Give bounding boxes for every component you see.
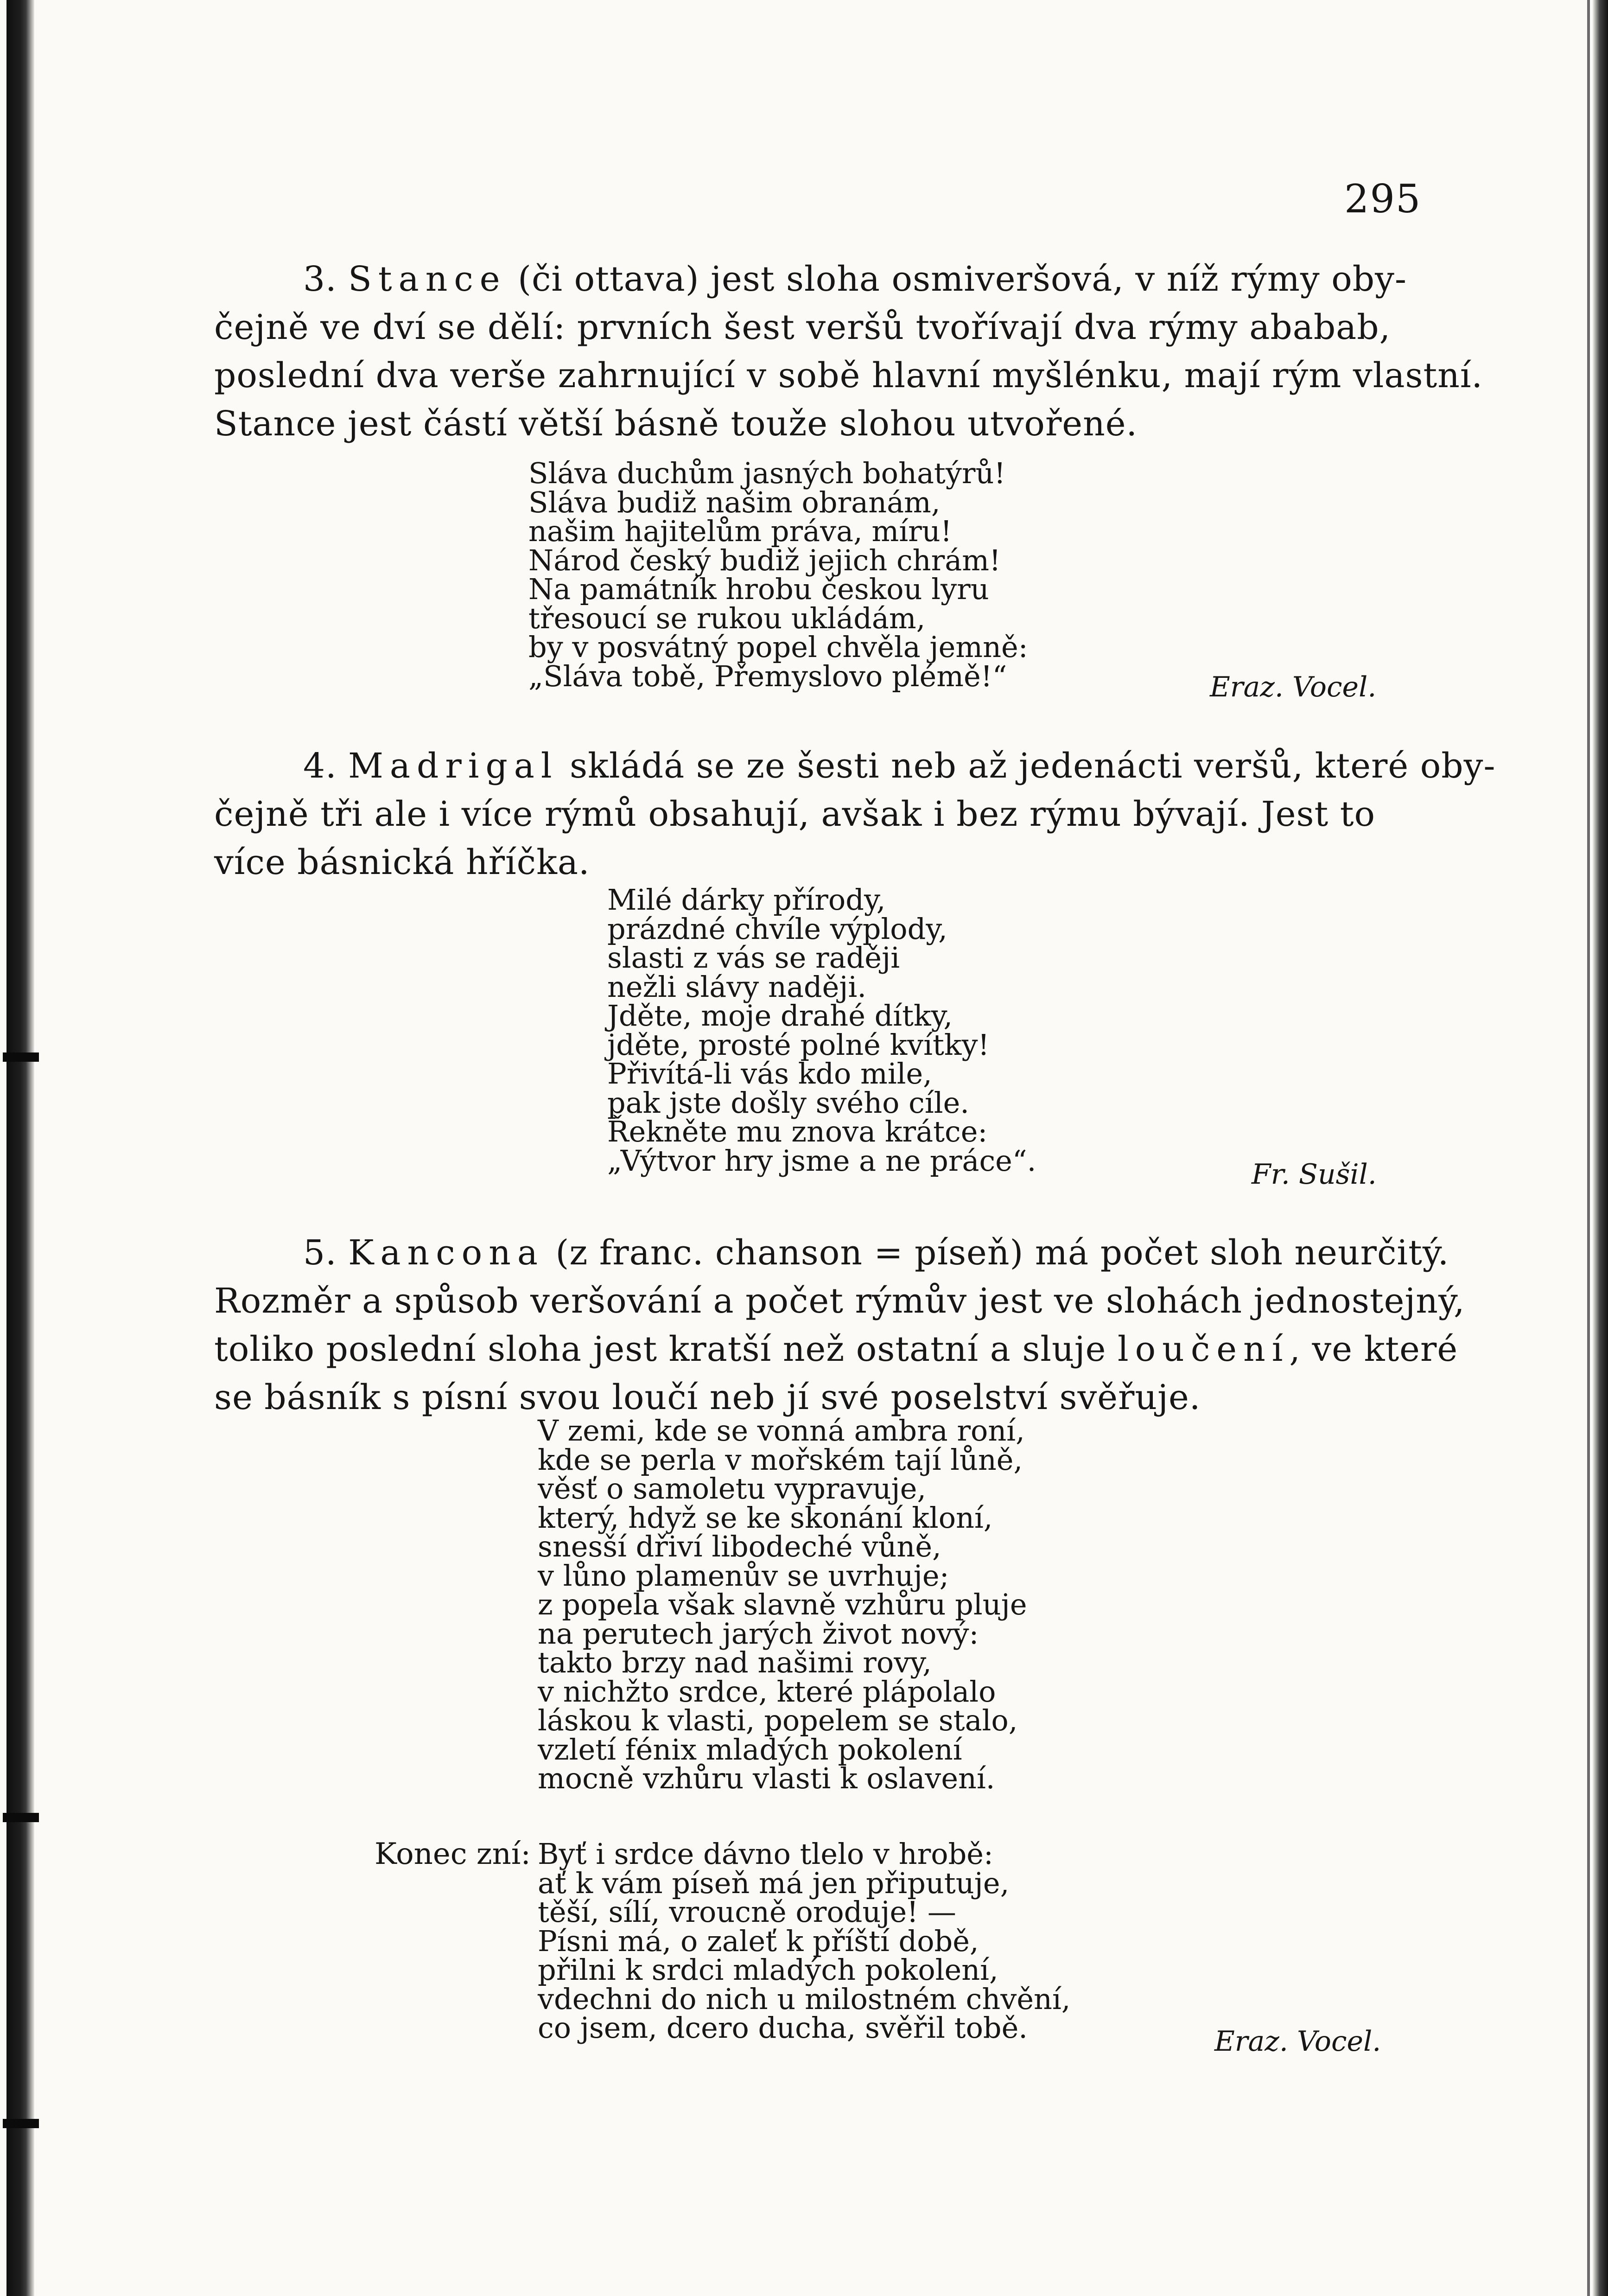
poem-line: láskou k vlasti, popelem se stalo,	[538, 1703, 1018, 1737]
defined-term: Stance	[348, 259, 507, 299]
paragraph-line: se básník s písní svou loučí neb jí své poselství svěřuje.	[214, 1378, 1201, 1417]
poem-line: Písni má, o zaleť k příští době,	[538, 1924, 979, 1958]
paragraph-line: poslední dva verše zahrnující v sobě hlavní myšlénku, mají rým vlastní.	[214, 356, 1483, 395]
paragraph-line: Stance jest částí větší básně touže slohou utvořené.	[214, 404, 1138, 444]
madrigal-poem	[607, 883, 1036, 1178]
poem-line: Milé dárky přírody,	[607, 883, 886, 917]
page-edge-shadow	[1592, 0, 1608, 2296]
binding-mark	[3, 1813, 39, 1822]
poem-line: by v posvátný popel chvěla jemně:	[528, 630, 1028, 664]
stance-author: Eraz. Vocel.	[1210, 671, 1377, 703]
paragraph-line: toliko poslední sloha jest kratší než ostatní a sluje loučení, ve které	[214, 1329, 1458, 1369]
defined-term: Madrigal	[348, 746, 559, 786]
poem-line: nežli slávy naději.	[607, 969, 867, 1004]
poem-line: Sláva duchům jasných bohatýrů!	[528, 456, 1006, 490]
poem-line: mocně vzhůru vlasti k oslavení.	[538, 1761, 995, 1795]
poem-line: Národ český budiž jejich chrám!	[528, 543, 1001, 577]
poem-line: Přivítá-li vás kdo mile,	[607, 1057, 932, 1091]
poem-line: věsť o samoletu vypravuje,	[538, 1472, 927, 1505]
madrigal-paragraph	[214, 742, 1496, 887]
madrigal-author: Fr. Sušil.	[1252, 1158, 1377, 1191]
defined-term: loučení	[1117, 1329, 1290, 1369]
poem-line: slasti z vás se raději	[607, 941, 900, 975]
poem-line: v lůno plamenův se uvrhuje;	[538, 1558, 949, 1593]
kancona-paragraph	[214, 1229, 1465, 1422]
binding-mark	[3, 2119, 39, 2128]
poem-line: našim hajitelům práva, míru!	[528, 514, 952, 548]
poem-line: z popela však slavně vzhůru pluje	[538, 1588, 1027, 1621]
poem-line: Na památník hrobu českou lyru	[528, 572, 989, 606]
binding-mark	[3, 1052, 39, 1062]
poem-line: těší, sílí, vroucně oroduje! —	[538, 1895, 956, 1929]
poem-line: V zemi, kde se vonná ambra roní,	[538, 1414, 1025, 1448]
poem-line: kde se perla v mořském tají lůně,	[538, 1442, 1023, 1477]
poem-line: Řekněte mu znova krátce:	[607, 1115, 988, 1148]
poem-line: který, hdyž se ke skonání kloní,	[538, 1500, 993, 1535]
kancona-poem	[538, 1416, 1027, 1793]
paragraph-line: čejně tři ale i více rýmů obsahují, avšak i bez rýmu bývají. Jest to	[214, 794, 1376, 834]
poem-line: pak jste došly svého cíle.	[607, 1085, 969, 1120]
poem-line: prázdné chvíle výplody,	[607, 912, 947, 946]
poem-line: v nichžto srdce, které plápolalo	[538, 1674, 996, 1709]
poem-line: vzletí fénix mladých pokolení	[538, 1732, 962, 1767]
paragraph-line: více básnická hříčka.	[214, 842, 590, 882]
paragraph-line: čejně ve dví se dělí: prvních šest veršů tvořívají dva rýmy ababab,	[214, 307, 1391, 347]
poem-line: Byť i srdce dávno tlelo v hrobě:	[538, 1837, 993, 1871]
poem-line: Jděte, moje drahé dítky,	[607, 999, 953, 1033]
book-binding-shadow	[6, 0, 34, 2296]
poem-line: na perutech jarých život nový:	[538, 1616, 979, 1651]
paragraph-line: 4. Madrigal skládá se ze šesti neb až jedenácti veršů, které oby-	[303, 746, 1496, 786]
poem-line: „Sláva tobě, Přemyslovo plémě!“	[528, 659, 1007, 693]
poem-line: Sláva budiž našim obranám,	[528, 485, 941, 519]
poem-line: takto brzy nad našimi rovy,	[538, 1645, 932, 1679]
page-number: 295	[1344, 176, 1422, 222]
poem-line: vdechni do nich u milostném chvění,	[538, 1982, 1071, 2016]
stance-poem	[528, 456, 1028, 693]
poem-line: snesší dřiví libodeché vůně,	[538, 1530, 941, 1563]
paragraph-line: 5. Kancona (z franc. chanson = píseň) má počet sloh neurčitý.	[303, 1233, 1449, 1273]
poem-line: třesoucí se rukou ukládám,	[528, 601, 926, 635]
paragraph-line: 3. Stance (či ottava) jest sloha osmiveršová, v níž rýmy oby-	[303, 259, 1407, 299]
konec-label: Konec zní:	[375, 1837, 531, 1871]
paragraph-line: Rozměr a spůsob veršování a počet rýmův jest ve slohách jednostejný,	[214, 1281, 1465, 1321]
page-edge-line	[1587, 0, 1590, 2296]
kancona-author: Eraz. Vocel.	[1214, 2025, 1381, 2058]
poem-line: přilni k srdci mladých pokolení,	[538, 1953, 998, 1987]
poem-line: ať k vám píseň má jen připutuje,	[538, 1866, 1010, 1900]
konec-poem	[538, 1837, 1071, 2045]
poem-line: jděte, prosté polné kvítky!	[607, 1027, 990, 1062]
poem-line: „Výtvor hry jsme a ne práce“.	[607, 1143, 1036, 1178]
poem-line: co jsem, dcero ducha, svěřil tobě.	[538, 2011, 1028, 2045]
defined-term: Kancona	[348, 1233, 544, 1273]
stance-paragraph	[214, 255, 1483, 448]
